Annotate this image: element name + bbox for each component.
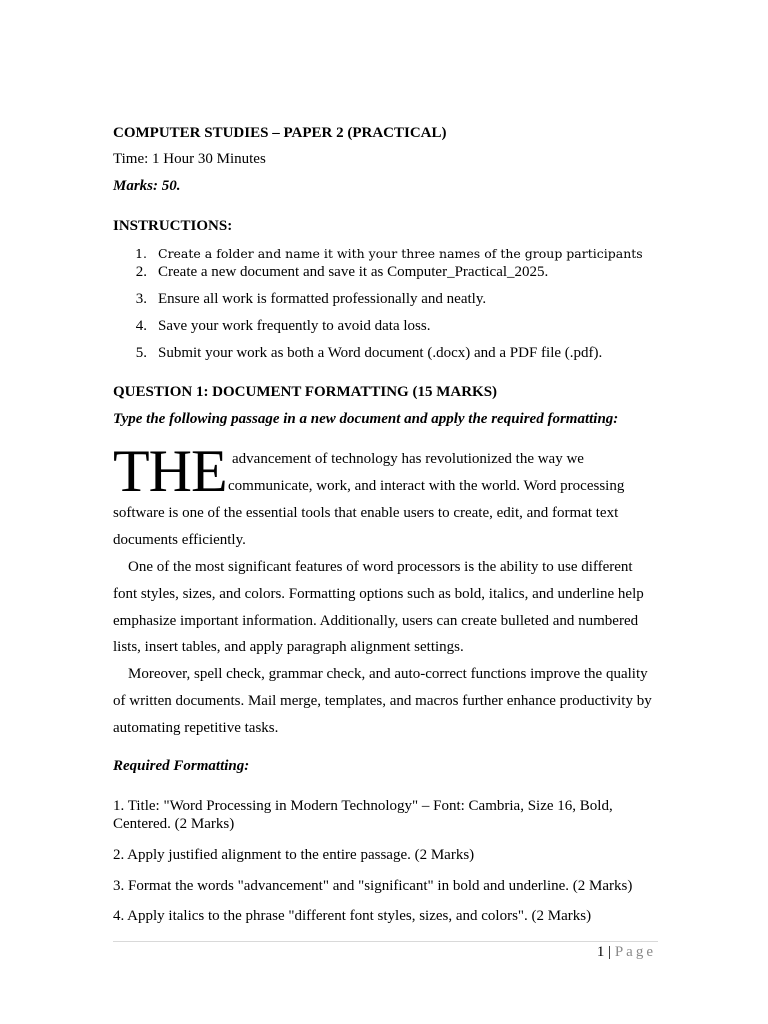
page-footer [597, 944, 656, 961]
required-item: 1. Title: "Word Processing in Modern Technology" – Font: Cambria, Size 16, Bold, [113, 798, 613, 814]
passage-line: advancement of technology has revolutionized the way we [232, 451, 584, 467]
passage-line: of written documents. Mail merge, templates, and macros further enhance productivity by [113, 693, 652, 709]
page-number: 1 [596, 944, 605, 960]
list-text: Create a new document and save it as Computer_Practical_2025. [158, 264, 549, 280]
required-item: 2. Apply justified alignment to the entire passage. (2 Marks) [113, 847, 475, 863]
list-number: 2. [135, 264, 147, 280]
drop-cap: THE [113, 438, 227, 504]
list-number: 1. [135, 246, 147, 261]
passage-line: lists, insert tables, and apply paragraph alignment settings. [113, 639, 464, 655]
instructions-heading: INSTRUCTIONS: [113, 218, 233, 234]
passage-line: One of the most significant features of word processors is the ability to use different [128, 559, 633, 575]
list-number: 4. [135, 318, 147, 334]
passage-line: automating repetitive tasks. [113, 720, 279, 736]
time-line: Time: 1 Hour 30 Minutes [113, 151, 266, 167]
paper-title: COMPUTER STUDIES – PAPER 2 (PRACTICAL) [113, 125, 447, 141]
required-item: 4. Apply italics to the phrase "different font styles, sizes, and colors". (2 Marks) [113, 908, 592, 924]
list-text: Submit your work as both a Word document (.docx) and a PDF file (.pdf). [158, 345, 603, 361]
passage-line: font styles, sizes, and colors. Formatting options such as bold, italics, and underline help [113, 586, 644, 602]
list-text: Save your work frequently to avoid data loss. [158, 318, 431, 334]
footer-separator: | [608, 944, 612, 960]
question-prompt: Type the following passage in a new document and apply the required formatting: [113, 411, 619, 427]
passage-line: software is one of the essential tools that enable users to create, edit, and format text [113, 505, 619, 521]
passage-line: Moreover, spell check, grammar check, and auto-correct functions improve the quality [128, 666, 648, 682]
list-number: 3. [135, 291, 147, 307]
question-heading: QUESTION 1: DOCUMENT FORMATTING (15 MARKS) [113, 384, 498, 400]
required-item: 3. Format the words "advancement" and "significant" in bold and underline. (2 Marks) [113, 878, 633, 894]
footer-divider [113, 941, 658, 942]
marks-line: Marks: 50. [113, 178, 181, 194]
passage-line: emphasize important information. Additionally, users can create bulleted and numbered [113, 613, 639, 629]
list-text: Ensure all work is formatted professionally and neatly. [158, 291, 487, 307]
passage-line: documents efficiently. [113, 532, 246, 548]
page-label: Page [614, 944, 656, 960]
required-item-continued: Centered. (2 Marks) [113, 816, 235, 832]
required-heading: Required Formatting: [113, 758, 250, 774]
list-number: 5. [135, 345, 147, 361]
passage-line: communicate, work, and interact with the world. Word processing [228, 478, 625, 494]
list-text: Create a folder and name it with your three names of the group participants [158, 246, 643, 261]
